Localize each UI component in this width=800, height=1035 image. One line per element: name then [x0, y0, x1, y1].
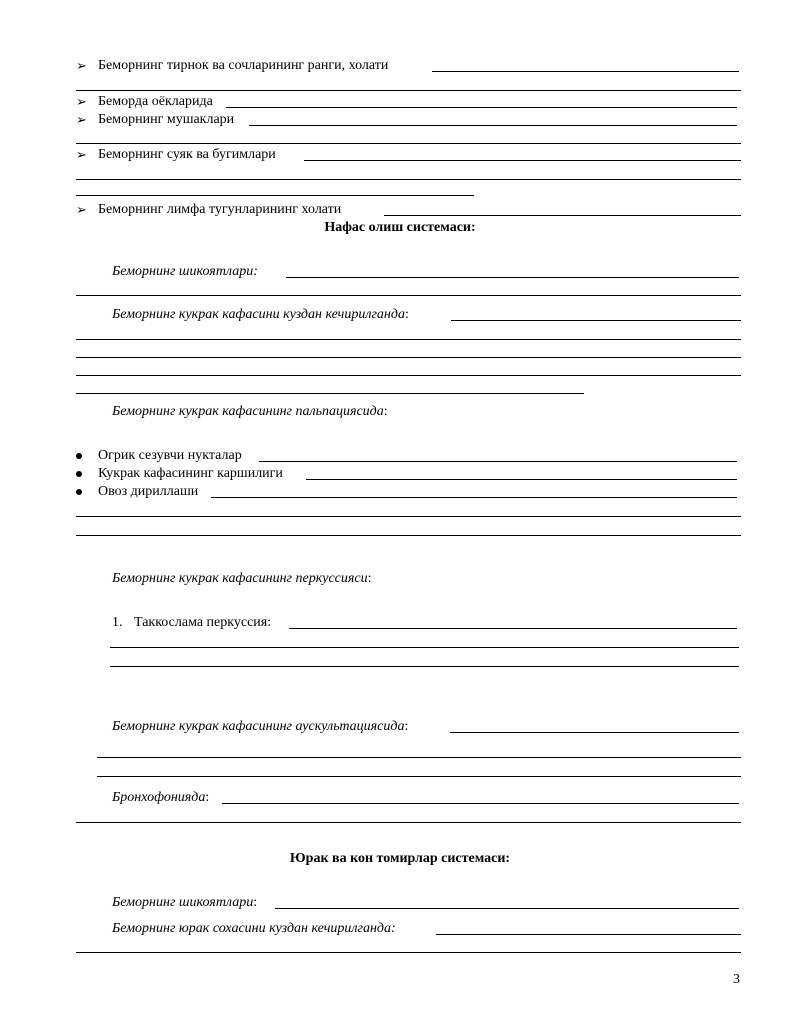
inspection-field-line4[interactable]: [76, 375, 741, 376]
muscles-field[interactable]: [249, 125, 737, 126]
edema-label: Беморда оёкларида: [98, 94, 213, 109]
arrow-bullet-icon: ➢: [76, 147, 87, 162]
bones-joints-label: Беморнинг суяк ва бугимлари: [98, 147, 276, 162]
respiratory-complaints-field-line2[interactable]: [76, 295, 741, 296]
lymph-nodes-label: Беморнинг лимфа тугунларининг холати: [98, 202, 342, 217]
respiratory-complaints-field[interactable]: [286, 277, 739, 278]
tender-points-label: Огрик сезувчи нукталар: [98, 448, 242, 463]
vocal-fremitus-field-line2[interactable]: [76, 516, 741, 517]
comparative-number: 1.: [112, 615, 123, 630]
inspection-field[interactable]: [451, 320, 741, 321]
bones-joints-field[interactable]: [304, 160, 741, 161]
tender-points-field[interactable]: [259, 461, 737, 462]
auscultation-field[interactable]: [450, 732, 739, 733]
arrow-bullet-icon: ➢: [76, 112, 87, 127]
comparative-percussion-label: Таккослама перкуссия:: [134, 615, 272, 630]
bronchophony-field[interactable]: [222, 803, 739, 804]
arrow-bullet-icon: ➢: [76, 202, 87, 217]
chest-resistance-field[interactable]: [306, 479, 737, 480]
bones-joints-field-line2[interactable]: [76, 179, 741, 180]
page-number: 3: [733, 972, 740, 987]
bronchophony-label: Бронхофонияда:: [112, 790, 210, 805]
arrow-bullet-icon: ➢: [76, 58, 87, 73]
comparative-percussion-field-line2[interactable]: [110, 647, 739, 648]
cardio-heading: Юрак ва кон томирлар системаси:: [289, 851, 511, 866]
bullet-dot-icon: [76, 489, 82, 495]
inspection-field-line2[interactable]: [76, 339, 741, 340]
bronchophony-field-line2[interactable]: [76, 822, 741, 823]
nails-hair-field-line2[interactable]: [76, 90, 741, 91]
edema-field[interactable]: [226, 107, 737, 108]
arrow-bullet-icon: ➢: [76, 94, 87, 109]
lymph-nodes-field[interactable]: [384, 215, 741, 216]
auscultation-field-line3[interactable]: [97, 776, 741, 777]
comparative-percussion-field-line3[interactable]: [110, 666, 739, 667]
vocal-fremitus-field[interactable]: [211, 497, 737, 498]
auscultation-field-line2[interactable]: [97, 757, 741, 758]
bullet-dot-icon: [76, 471, 82, 477]
muscles-field-line2[interactable]: [76, 143, 741, 144]
percussion-label: Беморнинг кукрак кафасининг перкуссияси:: [112, 571, 372, 586]
cardio-complaints-label: Беморнинг шикоятлари:: [112, 895, 258, 910]
vocal-fremitus-field-line3[interactable]: [76, 535, 741, 536]
respiratory-heading: Нафас олиш системаси:: [324, 220, 476, 235]
respiratory-complaints-label: Беморнинг шикоятлари:: [112, 264, 258, 279]
bullet-dot-icon: [76, 453, 82, 459]
inspection-label: Беморнинг кукрак кафасини куздан кечирилганда:: [112, 307, 409, 322]
heart-inspection-field-line2[interactable]: [76, 952, 741, 953]
comparative-percussion-field[interactable]: [289, 628, 737, 629]
chest-resistance-label: Кукрак кафасининг каршилиги: [98, 466, 283, 481]
vocal-fremitus-label: Овоз дириллаши: [98, 484, 199, 499]
nails-hair-label: Беморнинг тирнок ва сочларининг ранги, холати: [98, 58, 389, 73]
heart-inspection-field[interactable]: [436, 934, 741, 935]
inspection-field-line5[interactable]: [76, 393, 584, 394]
bones-joints-field-line3[interactable]: [76, 195, 474, 196]
muscles-label: Беморнинг мушаклари: [98, 112, 235, 127]
heart-inspection-label: Беморнинг юрак сохасини куздан кечирилганда:: [112, 921, 396, 936]
cardio-complaints-field[interactable]: [275, 908, 739, 909]
auscultation-label: Беморнинг кукрак кафасининг аускультациясида:: [112, 719, 409, 734]
inspection-field-line3[interactable]: [76, 357, 741, 358]
nails-hair-field[interactable]: [432, 71, 739, 72]
palpation-label: Беморнинг кукрак кафасининг пальпациясида:: [112, 404, 388, 419]
